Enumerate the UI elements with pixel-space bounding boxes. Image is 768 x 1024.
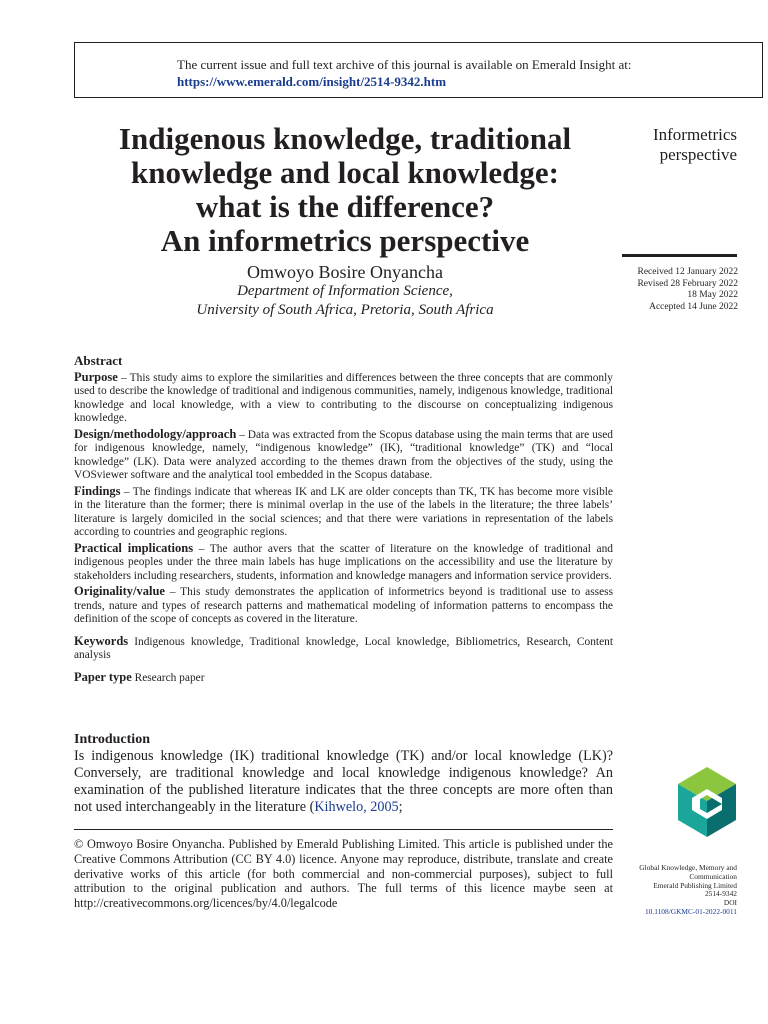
abstract-section	[74, 354, 613, 687]
paper-type	[74, 671, 613, 686]
affiliation-line-2: University of South Africa, Pretoria, South Africa	[196, 302, 494, 318]
design-label: Design/methodology/approach	[74, 426, 237, 441]
keywords	[74, 635, 613, 663]
author-name: Omwoyo Bosire Onyancha	[247, 262, 443, 282]
received-date: Received 12 January 2022	[637, 267, 738, 277]
doi-link[interactable]: 10.1108/GKMC-01-2022-0011	[644, 906, 737, 916]
article-dates	[600, 267, 738, 313]
journal-doi-row	[604, 899, 737, 917]
citation-trailing: ;	[398, 799, 403, 815]
introduction-heading: Introduction	[74, 732, 150, 747]
author-block	[74, 262, 616, 320]
findings-text: – The findings indicate that whereas IK and LK are older concepts than TK, TK has become more visible in the literature than the former; there is minimal overlap in the use of the labels in the literature; the three labels’ literature is largely domiciled in the social sciences; and that there were variations in representation of the labels according to countries and geographic regions.	[74, 485, 613, 538]
journal-archive-link[interactable]: https://www.emerald.com/insight/2514-9342.htm	[177, 74, 447, 89]
doi-label: DOI	[723, 898, 737, 908]
paper-type-text: Research paper	[131, 671, 205, 684]
revised-date-2: 18 May 2022	[687, 290, 738, 300]
originality-text: – This study demonstrates the application of informetrics beyond is traditional use to assess trends, nature and types of research patterns and mathematical modeling of information patterns to encompass the definition of the scope of concepts as covered in the literature.	[74, 586, 613, 625]
introduction-section	[74, 731, 613, 816]
revised-date-1: Revised 28 February 2022	[637, 278, 738, 289]
title-line-3: what is the difference?	[195, 189, 495, 224]
journal-publisher: Emerald Publishing Limited	[653, 880, 737, 890]
keywords-label: Keywords	[74, 633, 129, 648]
purpose-label: Purpose	[74, 369, 118, 384]
journal-issn: 2514-9342	[704, 889, 737, 899]
keywords-text: Indigenous knowledge, Traditional knowledge, Local knowledge, Bibliometrics, Research, Content analysis	[74, 635, 613, 661]
running-head-line-2: perspective	[659, 145, 737, 164]
side-divider	[622, 254, 737, 257]
running-head	[622, 125, 737, 165]
introduction-text: Is indigenous knowledge (IK) traditional knowledge (TK) and/or local knowledge (LK)? Conversely, are traditional knowledge and local knowledge indigenous knowledge? An examination of the published literature indicates that the three concepts are more often than not used interchangeably in the literature (	[74, 748, 613, 815]
running-head-line-1: Informetrics	[652, 125, 737, 144]
access-notice-box	[74, 42, 763, 98]
journal-name-line-1: Global Knowledge, Memory and	[639, 863, 737, 872]
title-line-4: An informetrics perspective	[160, 223, 530, 258]
practical-label: Practical implications	[74, 540, 194, 555]
title-line-2: knowledge and local knowledge:	[130, 155, 560, 190]
journal-name-line-2: Communication	[689, 871, 737, 881]
license-footnote: © Omwoyo Bosire Onyancha. Published by Emerald Publishing Limited. This article is published under the Creative Commons Attribution (CC BY 4.0) licence. Anyone may reproduce, distribute, translate and create derivative works of this article (for both commercial and non-commercial purposes), subject to full attribution to the original publication and authors. The full terms of this licence maybe seen at http://creativecommons.org/licences/by/4.0/legalcode	[74, 837, 613, 911]
accepted-date: Accepted 14 June 2022	[649, 301, 738, 312]
abstract-practical	[74, 542, 613, 584]
purpose-text: – This study aims to explore the similarities and differences between the three concepts that are commonly used to describe the knowledge of traditional and indigenous communities, namely, indigenous knowledge, traditional knowledge and local knowledge, with a view to contributing to the discourse on conceptualizing indigenous knowledge.	[74, 371, 613, 424]
title-line-1: Indigenous knowledge, traditional	[118, 121, 572, 156]
affiliation-line-1: Department of Information Science,	[237, 283, 453, 299]
originality-label: Originality/value	[74, 584, 165, 598]
abstract-originality	[74, 585, 613, 627]
abstract-findings	[74, 485, 613, 540]
practical-text: – The author avers that the scatter of literature on the knowledge of traditional and indigenous peoples under the three main labels has huge implications on the accessibility and use the literature by stakeholders including researchers, students, information and knowledge managers and information service providers.	[74, 542, 613, 582]
article-title	[74, 122, 616, 258]
findings-label: Findings	[74, 483, 121, 498]
footnote-divider	[74, 829, 613, 830]
introduction-paragraph	[74, 748, 613, 816]
access-notice-text: The current issue and full text archive of this journal is available on Emerald Insight at:	[177, 57, 632, 72]
journal-info	[604, 864, 737, 917]
design-text: – Data was extracted from the Scopus database using the main terms that are used for indigenous knowledge, namely, “indigenous knowledge” (IK), “traditional knowledge” (TK) and “local knowledge” (LK). Data were analyzed according to the themes drawn from the objectives of the study, using the VOSviewer software and the analytical tool embedded in the Scopus database.	[74, 428, 613, 481]
citation-link[interactable]: Kihwelo, 2005	[314, 799, 399, 815]
abstract-heading: Abstract	[74, 353, 123, 368]
emerald-logo-icon	[678, 767, 736, 837]
paper-type-label: Paper type	[74, 669, 132, 684]
abstract-design	[74, 428, 613, 483]
abstract-purpose	[74, 371, 613, 426]
